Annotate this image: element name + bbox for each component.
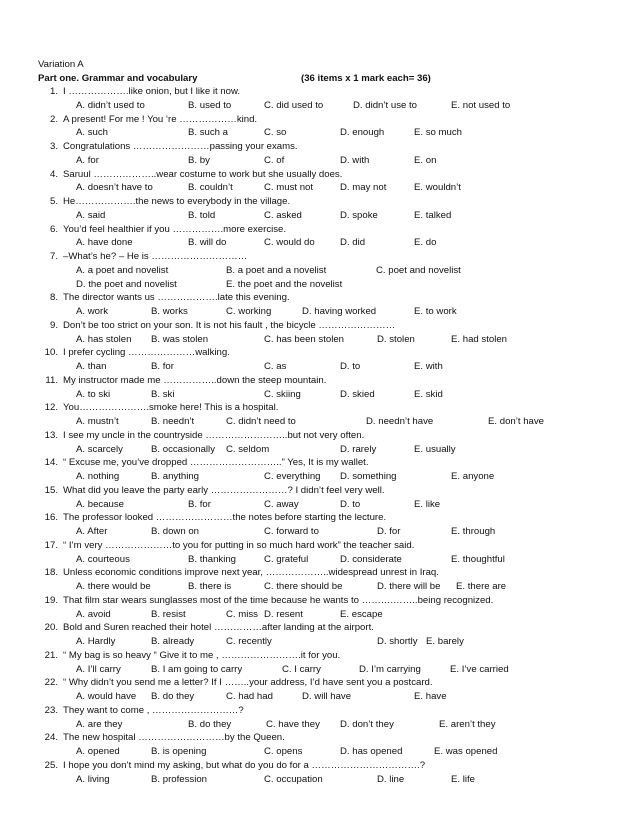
answer-option[interactable]: B. do they <box>188 718 232 730</box>
answer-option[interactable]: B. profession <box>151 773 207 785</box>
question-text: I hope you don’t mind my asking, but what do you do for a …………………………….? <box>63 759 426 771</box>
answer-option[interactable]: A. doesn’t have to <box>76 182 153 194</box>
question-text: “ Why didn’t you send me a letter? If I ……..your address, I’d have sent you a postcard. <box>63 677 433 689</box>
answer-option[interactable]: A. have done <box>76 237 133 249</box>
question-text: They want to come , ………………………? <box>63 704 244 716</box>
answer-option[interactable]: D. something <box>340 471 397 482</box>
answer-option[interactable]: A. for <box>76 154 99 166</box>
question-text: The new hospital ………………………by the Queen. <box>63 732 285 744</box>
question-text: My instructor made me ……………..down the steep mountain. <box>63 374 327 386</box>
answer-option[interactable]: A. opened <box>76 746 120 757</box>
question-text: A present! For me ! You ‘re ………………kind. <box>63 113 258 125</box>
answer-options-row <box>38 415 618 429</box>
answer-options-row <box>38 305 618 319</box>
answer-option[interactable]: E. through <box>451 526 496 537</box>
answer-option[interactable]: A. than <box>76 361 107 372</box>
answer-options-row <box>38 498 618 512</box>
answer-option[interactable]: D. stolen <box>377 333 415 345</box>
answer-option[interactable]: D. with <box>340 154 370 166</box>
answer-option[interactable]: C. as <box>264 361 287 372</box>
answer-option[interactable]: D. didn’t use to <box>353 99 417 111</box>
question-number: 25. <box>44 759 58 771</box>
answer-option[interactable]: C. there should be <box>264 581 343 592</box>
question-text: Bold and Suren reached their hotel ……………after landing at the airport. <box>63 622 374 634</box>
answer-option[interactable]: B. anything <box>151 471 200 482</box>
answer-option[interactable]: B. such a <box>188 127 228 139</box>
answer-option[interactable]: C. grateful <box>264 553 309 565</box>
question-number: 12. <box>44 402 58 414</box>
question-number: 21. <box>44 649 58 661</box>
answer-option[interactable]: C. I carry <box>282 663 321 675</box>
answer-option[interactable]: E. so much <box>414 127 462 139</box>
question-number: 11. <box>45 374 58 386</box>
question-row <box>38 704 618 718</box>
question-number: 6. <box>49 223 58 235</box>
answer-option[interactable]: E. anyone <box>451 471 495 482</box>
question-text: He……………….the news to everybody in the village. <box>63 196 291 207</box>
answer-option[interactable]: C. of <box>264 154 285 166</box>
answer-options-row <box>38 443 618 457</box>
answer-option[interactable]: A. a poet and novelist <box>76 264 169 276</box>
question-row <box>38 401 618 415</box>
answer-option[interactable]: A. because <box>76 498 125 510</box>
answer-option[interactable]: B. works <box>151 306 188 317</box>
answer-options-row <box>38 608 618 622</box>
answer-option[interactable]: D. there will be <box>377 581 441 592</box>
question-row <box>38 456 618 470</box>
question-row <box>38 594 618 608</box>
section-title: Part one. Grammar and vocabulary <box>38 72 198 84</box>
answer-option[interactable]: E. barely <box>426 636 464 647</box>
question-number: 19. <box>44 594 58 606</box>
answer-option[interactable]: B. used to <box>188 99 232 111</box>
question-text: You………………….smoke here! This is a hospital. <box>63 402 279 414</box>
marks-info: (36 items x 1 mark each= 36) <box>301 72 431 84</box>
answer-options-row <box>38 470 618 484</box>
question-row <box>38 291 618 305</box>
answer-option[interactable]: A. has stolen <box>76 333 132 345</box>
answer-option[interactable]: E. skid <box>414 388 443 400</box>
question-row <box>38 539 618 553</box>
answer-option[interactable]: A. I’ll carry <box>76 663 121 675</box>
question-text: The director wants us ……………….late this evening. <box>63 292 290 304</box>
answer-options-row <box>38 360 618 374</box>
answer-option[interactable]: A. work <box>76 306 108 317</box>
answer-option[interactable]: A. mustn’t <box>76 416 119 427</box>
question-text: I see my uncle in the countryside ……………………..but not very often. <box>63 429 365 441</box>
answer-option[interactable]: E. to work <box>414 306 457 317</box>
question-number: 3. <box>49 141 58 152</box>
answer-option[interactable]: B. ski <box>151 388 175 400</box>
question-row <box>38 250 618 264</box>
question-row <box>38 374 618 388</box>
question-number: 22. <box>44 677 58 689</box>
answer-option[interactable]: D. did <box>340 237 366 249</box>
answer-option[interactable]: D. resent <box>264 608 303 620</box>
question-text: I prefer cycling …………………walking. <box>63 347 230 359</box>
answer-option[interactable]: C. everything <box>264 471 321 482</box>
answer-option[interactable]: E. escape <box>340 608 383 620</box>
answer-options-row <box>38 635 618 649</box>
question-row <box>38 346 618 360</box>
answer-option[interactable]: D. will have <box>302 691 352 702</box>
answer-option[interactable]: E. usually <box>414 443 456 455</box>
question-number: 15. <box>44 484 58 496</box>
answer-options-row <box>38 99 618 113</box>
question-number: 16. <box>44 512 58 524</box>
question-row <box>38 759 618 773</box>
question-row <box>38 566 618 580</box>
question-row <box>38 511 618 525</box>
answer-option[interactable]: C. occupation <box>264 773 323 785</box>
answer-option[interactable]: A. said <box>76 209 106 221</box>
question-row <box>38 621 618 635</box>
answer-options-row <box>38 663 618 677</box>
answer-options-row <box>38 154 618 168</box>
question-number: 23. <box>44 704 58 716</box>
question-text: The professor looked ……………………the notes before starting the lecture. <box>63 512 387 524</box>
answer-option[interactable]: D. don’t they <box>340 718 394 730</box>
question-row <box>38 319 618 333</box>
answer-option[interactable]: B. for <box>188 498 211 510</box>
answer-option[interactable]: B. is opening <box>151 746 207 757</box>
question-number: 18. <box>44 567 58 579</box>
answer-option[interactable]: A. scarcely <box>76 443 123 455</box>
answer-option[interactable]: B. needn’t <box>151 416 195 427</box>
answer-option[interactable]: D. to <box>340 498 361 510</box>
answer-option[interactable]: A. After <box>76 526 108 537</box>
answer-option[interactable]: B. by <box>188 154 210 166</box>
question-row <box>38 140 618 154</box>
answer-option[interactable]: C. did used to <box>264 99 324 111</box>
answer-option[interactable]: E. wouldn’t <box>414 182 461 194</box>
answer-option[interactable]: E. I’ve carried <box>450 663 509 675</box>
answer-option[interactable]: D. considerate <box>340 553 402 565</box>
answer-option[interactable]: C. recently <box>226 636 272 647</box>
answer-option[interactable]: D. spoke <box>340 209 378 221</box>
question-row <box>38 195 618 209</box>
answer-option[interactable]: B. for <box>151 361 174 372</box>
question-number: 8. <box>49 292 58 304</box>
question-number: 17. <box>44 539 58 551</box>
question-list <box>38 85 618 786</box>
answer-option[interactable]: D. skied <box>340 388 375 400</box>
question-row <box>38 113 618 127</box>
answer-option[interactable]: B. there is <box>188 581 232 592</box>
answer-option[interactable]: E. with <box>414 361 443 372</box>
question-text: Saruul ………………..wear costume to work but she usually does. <box>63 168 343 180</box>
answer-option[interactable]: E. had stolen <box>451 333 508 345</box>
answer-option[interactable]: C. asked <box>264 209 302 221</box>
answer-options-row <box>38 236 618 250</box>
question-number: 24. <box>44 732 58 744</box>
question-number: 14. <box>44 457 58 469</box>
question-row <box>38 168 618 182</box>
question-number: 10. <box>44 347 58 359</box>
answer-option[interactable]: A. Hardly <box>76 636 116 647</box>
answer-options-row <box>38 209 618 223</box>
answer-option[interactable]: B. thanking <box>188 553 237 565</box>
answer-options-row <box>38 181 618 195</box>
answer-options-row <box>38 525 618 539</box>
question-text: What did you leave the party early ……………………? I didn’t feel very well. <box>63 484 385 496</box>
answer-option[interactable]: B. occasionally <box>151 443 215 455</box>
answer-option[interactable]: A. avoid <box>76 608 111 620</box>
answer-option[interactable]: E. do <box>414 237 437 249</box>
answer-option[interactable]: E. the poet and the novelist <box>226 278 343 290</box>
answer-option[interactable]: C. skiing <box>264 388 301 400</box>
answer-option[interactable]: C. miss <box>226 608 258 620</box>
answer-option[interactable]: D. rarely <box>340 443 377 455</box>
question-text: You’d feel healthier if you …………….more exercise. <box>63 223 287 235</box>
question-row <box>38 676 618 690</box>
answer-option[interactable]: B. do they <box>151 691 195 702</box>
answer-option[interactable]: B. resist <box>151 608 186 620</box>
answer-option[interactable]: C. so <box>264 127 287 139</box>
answer-option[interactable]: C. opens <box>264 746 303 757</box>
answer-option[interactable]: E. was opened <box>434 746 498 757</box>
answer-option[interactable]: A. courteous <box>76 553 130 565</box>
answer-option[interactable]: C. has been stolen <box>264 333 345 345</box>
question-number: 13. <box>44 429 58 441</box>
answer-option[interactable]: A. didn’t used to <box>76 99 145 111</box>
answer-option[interactable]: E. there are <box>456 581 507 592</box>
answer-options-row <box>38 580 618 594</box>
question-row <box>38 223 618 237</box>
question-text: “ I’m very …………………to you for putting in so much hard work” the teacher said. <box>63 539 415 551</box>
answer-option[interactable]: A. are they <box>76 718 123 730</box>
question-row <box>38 85 618 99</box>
answer-option[interactable]: C. didn’t need to <box>226 416 296 427</box>
answer-option[interactable]: A. would have <box>76 691 137 702</box>
answer-options-row <box>38 126 618 140</box>
answer-option[interactable]: D. shortly <box>377 636 418 647</box>
answer-option[interactable]: D. to <box>340 361 361 372</box>
answer-option[interactable]: C. working <box>226 306 272 317</box>
answer-option[interactable]: B. couldn’t <box>188 182 233 194</box>
answer-option[interactable]: E. on <box>414 154 437 166</box>
question-text: Unless economic conditions improve next year, ………………..widespread unrest in Iraq. <box>63 567 439 579</box>
question-text: Don’t be too strict on your son. It is not his fault , the bicycle …………………… <box>63 319 396 331</box>
answer-option[interactable]: A. living <box>76 773 110 785</box>
answer-option[interactable]: D. I’m carrying <box>359 663 421 675</box>
answer-option[interactable]: E. thoughtful <box>451 553 505 565</box>
answer-option[interactable]: C. forward to <box>264 526 319 537</box>
answer-option[interactable]: A. nothing <box>76 471 120 482</box>
answer-option[interactable]: E. not used to <box>451 99 511 111</box>
answer-option[interactable]: D. having worked <box>302 306 377 317</box>
question-row <box>38 731 618 745</box>
variation-label: Variation A <box>38 59 84 70</box>
answer-options-row <box>38 553 618 567</box>
answer-option[interactable]: B. was stolen <box>151 333 209 345</box>
answer-option[interactable]: C. away <box>264 498 299 510</box>
answer-options-row <box>38 718 618 732</box>
question-row <box>38 484 618 498</box>
answer-option[interactable]: B. already <box>151 636 195 647</box>
answer-option[interactable]: B. down on <box>151 526 200 537</box>
answer-option[interactable]: C. would do <box>264 237 315 249</box>
answer-option[interactable]: E. like <box>414 498 441 510</box>
answer-options-row <box>38 388 618 402</box>
answer-option[interactable]: B. I am going to carry <box>151 663 243 675</box>
question-text: “ My bag is so heavy “ Give it to me , …………………….it for you. <box>63 649 341 661</box>
question-number: 4. <box>49 168 58 180</box>
question-number: 2. <box>49 113 58 125</box>
question-number: 9. <box>49 319 58 331</box>
answer-option[interactable]: A. to ski <box>76 388 111 400</box>
answer-option[interactable]: D. needn’t have <box>366 416 434 427</box>
answer-option[interactable]: D. may not <box>340 182 387 194</box>
answer-options-row <box>38 278 618 292</box>
answer-option[interactable]: C. have they <box>266 718 320 730</box>
question-number: 20. <box>44 622 58 634</box>
answer-options-row <box>38 773 618 787</box>
answer-option[interactable]: C. seldom <box>226 443 270 455</box>
question-text: That film star wears sunglasses most of the time because he wants to ……….……..being recognized. <box>63 594 494 606</box>
answer-option[interactable]: E. life <box>451 773 475 785</box>
question-text: “ Excuse me, you’ve dropped ………………………..” Yes, It is my wallet. <box>63 457 369 469</box>
answer-option[interactable]: A. such <box>76 127 108 139</box>
answer-option[interactable]: D. the poet and novelist <box>76 278 177 290</box>
question-text: –What’s he? – He is ………………………… <box>63 251 248 262</box>
answer-option[interactable]: B. will do <box>188 237 227 249</box>
answer-option[interactable]: D. line <box>377 773 405 785</box>
answer-option[interactable]: D. enough <box>340 127 385 139</box>
answer-option[interactable]: B. a poet and a novelist <box>226 264 327 276</box>
answer-option[interactable]: E. don’t have <box>488 416 545 427</box>
answer-options-row <box>38 745 618 759</box>
answer-option[interactable]: A. there would be <box>76 581 151 592</box>
answer-option[interactable]: E. have <box>414 691 447 702</box>
question-text: Congratulations ……………………passing your exams. <box>63 141 298 152</box>
section-title-row <box>38 72 618 86</box>
worksheet-header <box>38 58 618 85</box>
question-text: I ……………….like onion, but I like it now. <box>63 86 241 97</box>
answer-option[interactable]: D. has opened <box>340 746 403 757</box>
answer-option[interactable]: C. poet and novelist <box>376 264 461 276</box>
question-row <box>38 649 618 663</box>
question-number: 7. <box>49 251 58 262</box>
answer-option[interactable]: C. had had <box>226 691 273 702</box>
answer-option[interactable]: C. must not <box>264 182 314 194</box>
answer-option[interactable]: D. for <box>377 526 401 537</box>
answer-options-row <box>38 264 618 278</box>
answer-option[interactable]: E. talked <box>414 209 452 221</box>
answer-options-row <box>38 690 618 704</box>
question-number: 1. <box>49 86 58 97</box>
answer-options-row <box>38 333 618 347</box>
question-row <box>38 429 618 443</box>
question-number: 5. <box>49 196 58 207</box>
answer-option[interactable]: E. aren’t they <box>439 718 496 730</box>
answer-option[interactable]: B. told <box>188 209 216 221</box>
